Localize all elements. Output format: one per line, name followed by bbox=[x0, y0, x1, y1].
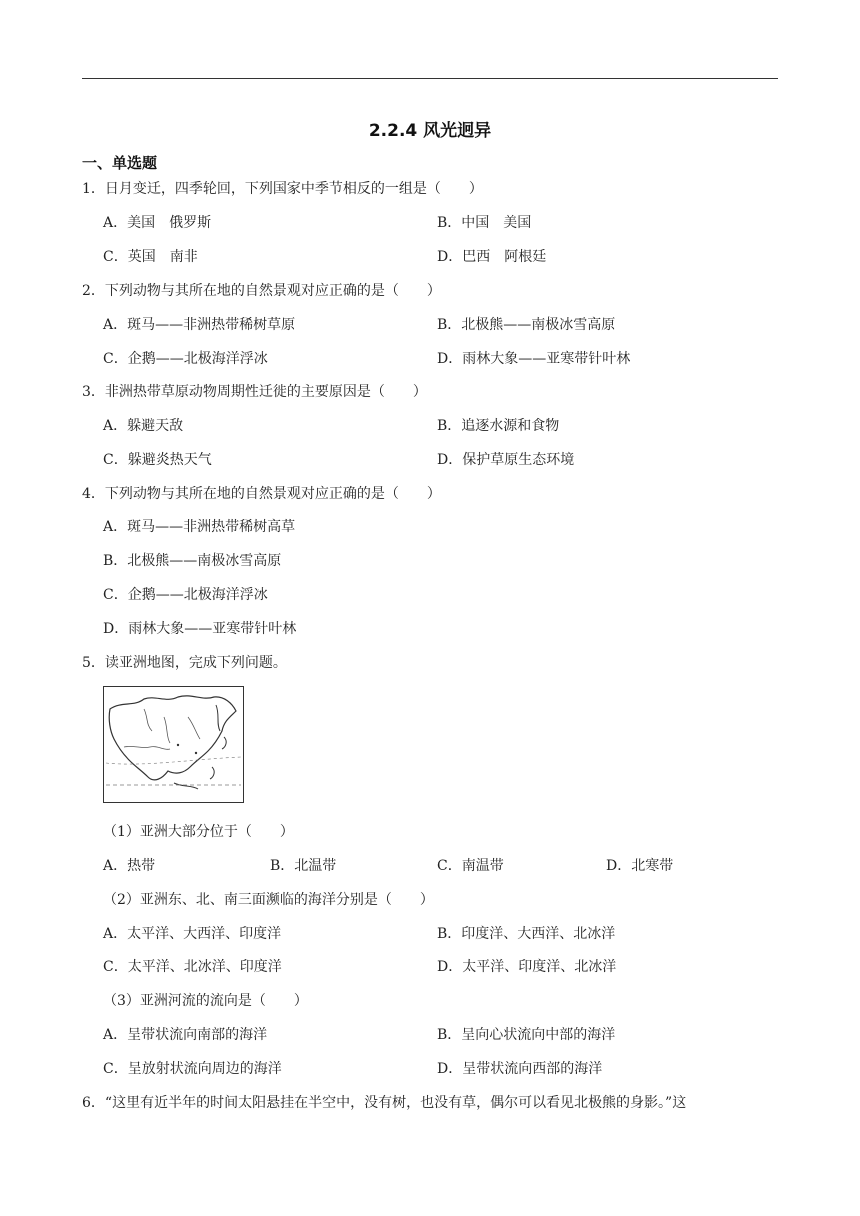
question-3-option-a: A．躲避天敌 bbox=[103, 418, 184, 434]
question-1-option-d: D．巴西 阿根廷 bbox=[437, 249, 547, 265]
question-5-sub1-option-d: D．北寒带 bbox=[606, 858, 674, 874]
asia-map-drawing bbox=[104, 687, 243, 802]
question-5-sub1-option-c: C．南温带 bbox=[437, 858, 504, 874]
question-1-option-b: B．中国 美国 bbox=[437, 215, 532, 231]
question-5-sub2-option-b: B．印度洋、大西洋、北冰洋 bbox=[437, 926, 616, 942]
question-4-option-b: B．北极熊——南极冰雪高原 bbox=[103, 553, 282, 569]
question-5-sub3-stem: （3）亚洲河流的流向是（ ） bbox=[103, 993, 308, 1009]
question-5-sub2-option-d: D．太平洋、印度洋、北冰洋 bbox=[437, 959, 617, 975]
question-1-option-c: C．英国 南非 bbox=[103, 249, 198, 265]
question-5-sub1-option-a: A．热带 bbox=[103, 858, 156, 874]
asia-map-image bbox=[103, 686, 244, 803]
question-5-sub2-option-a: A．太平洋、大西洋、印度洋 bbox=[103, 926, 282, 942]
question-5-sub3-option-d: D．呈带状流向西部的海洋 bbox=[437, 1061, 603, 1077]
question-4-option-c: C．企鹅——北极海洋浮冰 bbox=[103, 587, 268, 603]
question-1-stem: 1．日月变迁，四季轮回，下列国家中季节相反的一组是（ ） bbox=[82, 181, 483, 197]
section-heading: 一、单选题 bbox=[82, 154, 158, 172]
question-2-stem: 2．下列动物与其所在地的自然景观对应正确的是（ ） bbox=[82, 283, 441, 299]
question-5-sub2-stem: （2）亚洲东、北、南三面濒临的海洋分别是（ ） bbox=[103, 892, 434, 908]
question-4-stem: 4．下列动物与其所在地的自然景观对应正确的是（ ） bbox=[82, 486, 441, 502]
header-rule bbox=[82, 78, 778, 79]
page-title: 2.2.4 风光迥异 bbox=[368, 121, 492, 141]
question-2-option-d: D．雨林大象——亚寒带针叶林 bbox=[437, 351, 631, 367]
question-5-sub3-option-c: C．呈放射状流向周边的海洋 bbox=[103, 1061, 282, 1077]
question-4-option-a: A．斑马——非洲热带稀树高草 bbox=[103, 519, 296, 535]
question-5-sub3-option-a: A．呈带状流向南部的海洋 bbox=[103, 1027, 268, 1043]
question-4-option-d: D．雨林大象——亚寒带针叶林 bbox=[103, 621, 297, 637]
question-2-option-a: A．斑马——非洲热带稀树草原 bbox=[103, 317, 296, 333]
question-3-option-c: C．躲避炎热天气 bbox=[103, 452, 212, 468]
question-3-option-b: B．追逐水源和食物 bbox=[437, 418, 560, 434]
question-5-sub3-option-b: B．呈向心状流向中部的海洋 bbox=[437, 1027, 616, 1043]
question-2-option-b: B．北极熊——南极冰雪高原 bbox=[437, 317, 616, 333]
question-6-stem: 6．“这里有近半年的时间太阳悬挂在半空中，没有树，也没有草，偶尔可以看见北极熊的身影。”这 bbox=[82, 1095, 687, 1111]
question-5-sub1-option-b: B．北温带 bbox=[270, 858, 337, 874]
question-5-sub2-option-c: C．太平洋、北冰洋、印度洋 bbox=[103, 959, 282, 975]
question-3-option-d: D．保护草原生态环境 bbox=[437, 452, 575, 468]
question-1-option-a: A．美国 俄罗斯 bbox=[103, 215, 212, 231]
question-5-stem: 5．读亚洲地图，完成下列问题。 bbox=[82, 655, 287, 671]
question-5-sub1-stem: （1）亚洲大部分位于（ ） bbox=[103, 824, 294, 840]
question-2-option-c: C．企鹅——北极海洋浮冰 bbox=[103, 351, 268, 367]
question-3-stem: 3．非洲热带草原动物周期性迁徙的主要原因是（ ） bbox=[82, 384, 427, 400]
